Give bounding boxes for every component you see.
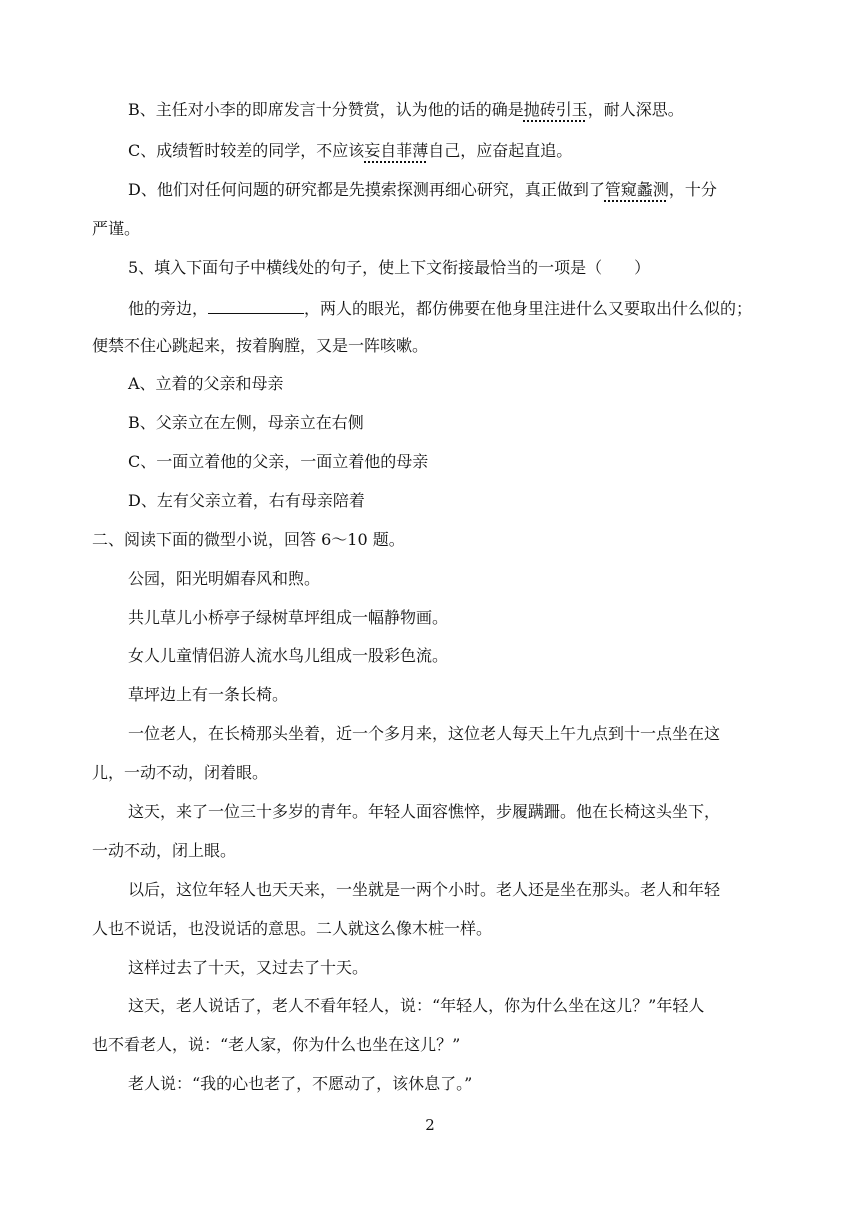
option-4c xyxy=(128,141,572,161)
passage-end: ，两人的眼光，都仿佛要在他身里注进什么又要取出什么似的； xyxy=(304,299,753,318)
story-paragraph: 这样过去了十天，又过去了十天。 xyxy=(128,958,369,977)
fill-in-blank xyxy=(208,297,304,314)
option-4d-text: D、他们对任何问题的研究都是先摸索探测再细心研究，真正做到了 xyxy=(128,180,605,199)
option-5d: D、左有父亲立着，右有母亲陪着 xyxy=(128,491,365,510)
option-4b xyxy=(128,100,684,120)
option-4d-idiom: 管窥蠡测 xyxy=(604,180,669,199)
story-paragraph: 共儿草儿小桥亭子绿树草坪组成一幅静物画。 xyxy=(128,608,449,627)
story-paragraph: 草坪边上有一条长椅。 xyxy=(128,685,289,704)
question-5-passage xyxy=(128,297,752,319)
story-paragraph: 这天，老人说话了，老人不看年轻人，说：“年轻人，你为什么坐在这儿？”年轻人 xyxy=(128,996,705,1015)
option-4b-text: B、主任对小李的即席发言十分赞赏，认为他的话的确是 xyxy=(128,100,524,119)
story-paragraph-continued: 一动不动，闭上眼。 xyxy=(92,841,237,860)
option-5c: C、一面立着他的父亲，一面立着他的母亲 xyxy=(128,452,429,471)
story-paragraph-continued: 人也不说话，也没说话的意思。二人就这么像木桩一样。 xyxy=(92,919,493,938)
question-5-passage-continued: 便禁不住心跳起来，按着胸膛，又是一阵咳嗽。 xyxy=(92,336,429,355)
story-paragraph: 公园，阳光明媚春风和煦。 xyxy=(128,569,321,588)
passage-start: 他的旁边， xyxy=(128,299,209,318)
story-paragraph: 一位老人，在长椅那头坐着，近一个多月来，这位老人每天上午九点到十一点坐在这 xyxy=(128,724,721,743)
option-5b: B、父亲立在左侧，母亲立在右侧 xyxy=(128,413,364,432)
section-2-heading: 二、阅读下面的微型小说，回答 6～10 题。 xyxy=(92,530,405,549)
option-4b-text-end: ，耐人深思。 xyxy=(587,100,684,119)
story-paragraph-continued: 也不看老人，说：“老人家，你为什么也坐在这儿？” xyxy=(92,1035,461,1054)
option-4b-idiom: 抛砖引玉 xyxy=(523,100,588,119)
option-5a: A、立着的父亲和母亲 xyxy=(128,374,284,393)
story-paragraph-continued: 儿，一动不动，闭着眼。 xyxy=(92,763,269,782)
option-4c-idiom: 妄自菲薄 xyxy=(364,141,429,160)
option-4d-continued: 严谨。 xyxy=(92,219,141,238)
option-4d xyxy=(128,180,717,200)
question-5-stem: 5、填入下面句子中横线处的句子，使上下文衔接最恰当的一项是（ ） xyxy=(128,258,651,277)
option-4c-text: C、成绩暂时较差的同学，不应该 xyxy=(128,141,365,160)
story-paragraph: 以后，这位年轻人也天天来，一坐就是一两个小时。老人还是坐在那头。老人和年轻 xyxy=(128,880,721,899)
page-number: 2 xyxy=(425,1116,435,1134)
option-4d-text-end: ，十分 xyxy=(668,180,717,199)
story-paragraph: 这天，来了一位三十多岁的青年。年轻人面容憔悴，步履蹒跚。他在长椅这头坐下， xyxy=(128,802,721,821)
story-paragraph: 女人儿童情侣游人流水鸟儿组成一股彩色流。 xyxy=(128,646,449,665)
option-4c-text-end: 自己，应奋起直追。 xyxy=(428,141,573,160)
story-paragraph: 老人说：“我的心也老了，不愿动了，该休息了。” xyxy=(128,1074,473,1093)
